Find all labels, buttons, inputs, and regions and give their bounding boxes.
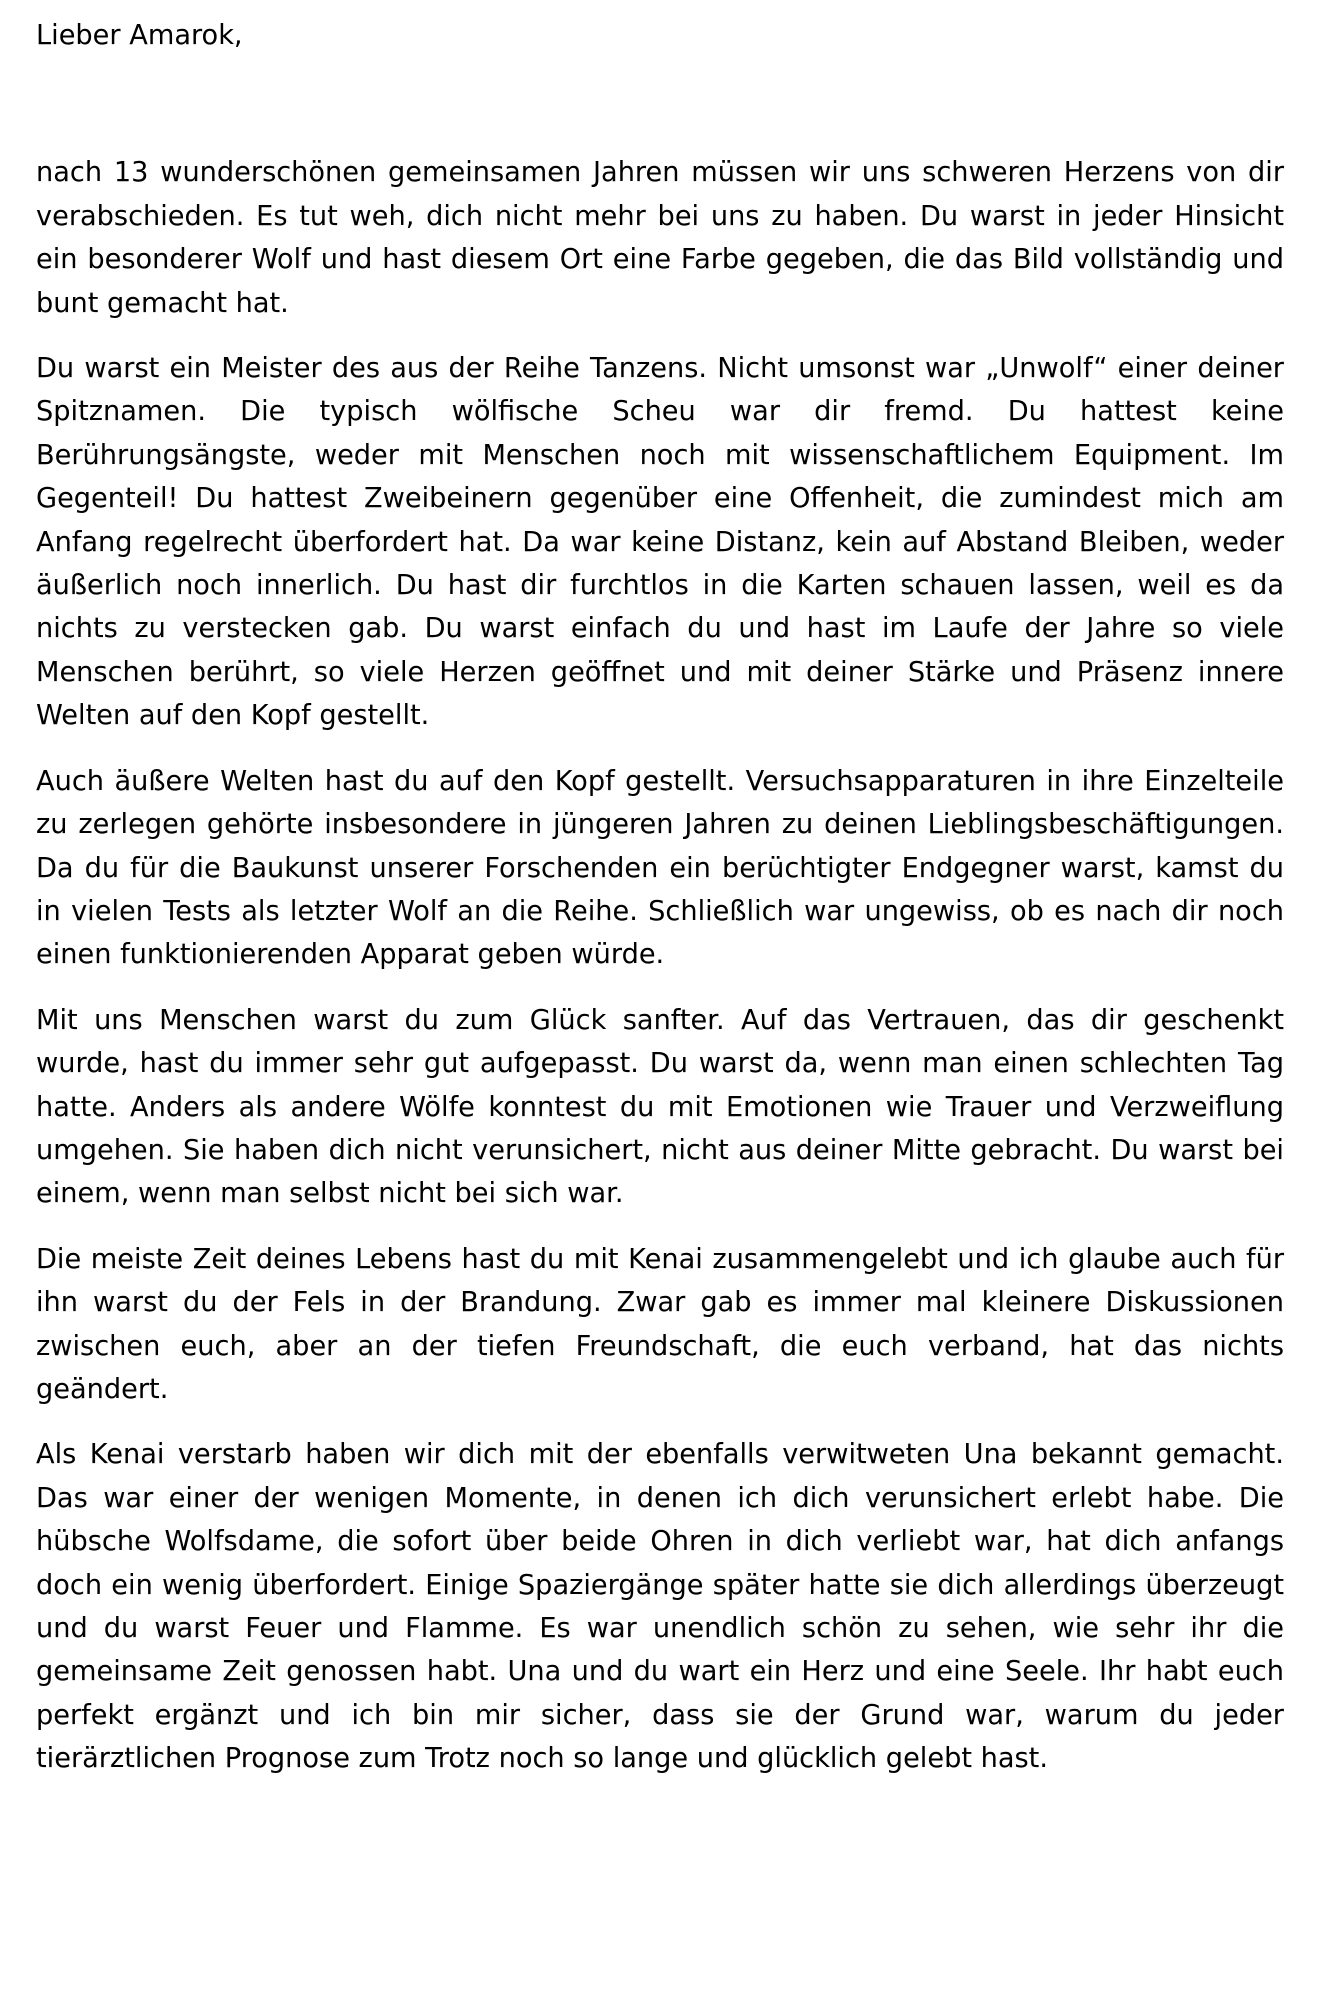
letter-paragraph-5: Die meiste Zeit deines Lebens hast du mit Kenai zusammengelebt und ich glaube auch für ihn warst du der Fels in der Brandung. Zwar gab es immer mal kleinere Diskussionen zwischen euch, aber an der tiefen Freundschaft, die euch verband, hat das nichts geändert. <box>36 1243 1284 1405</box>
letter-salutation: Lieber Amarok, <box>36 20 243 51</box>
letter-paragraph-2: Du warst ein Meister des aus der Reihe Tanzens. Nicht umsonst war „Unwolf“ einer deiner Spitznamen. Die typisch wölfische Scheu war dir fremd. Du hattest keine Berührungsängste, weder mit Menschen noch mit wissenschaftlichem Equipment. Im Gegenteil! Du hattest Zweibeinern gegenüber eine Offenheit, die zumindest mich am Anfang regelrecht überfordert hat. Da war keine Distanz, kein auf Abstand Bleiben, weder äußerlich noch innerlich. Du hast dir furchtlos in die Karten schauen lassen, weil es da nichts zu verstecken gab. Du warst einfach du und hast im Laufe der Jahre so viele Menschen berührt, so viele Herzen geöffnet und mit deiner Stärke und Präsenz innere Welten auf den Kopf gestellt. <box>36 353 1284 732</box>
letter-page <box>36 14 1284 1803</box>
letter-paragraph-6: Als Kenai verstarb haben wir dich mit der ebenfalls verwitweten Una bekannt gemacht. Das war einer der wenigen Momente, in denen ich dich verunsichert erlebt habe. Die hübsche Wolfsdame, die sofort über beide Ohren in dich verliebt war, hat dich anfangs doch ein wenig überfordert. Einige Spaziergänge später hatte sie dich allerdings überzeugt und du warst Feuer und Flamme. Es war unendlich schön zu sehen, wie sehr ihr die gemeinsame Zeit genossen habt. Una und du wart ein Herz und eine Seele. Ihr habt euch perfekt ergänzt und ich bin mir sicher, dass sie der Grund war, warum du jeder tierärztlichen Prognose zum Trotz noch so lange und glücklich gelebt hast. <box>36 1439 1284 1775</box>
letter-paragraph-4: Mit uns Menschen warst du zum Glück sanfter. Auf das Vertrauen, das dir geschenkt wurde, hast du immer sehr gut aufgepasst. Du warst da, wenn man einen schlechten Tag hatte. Anders als andere Wölfe konntest du mit Emotionen wie Trauer und Verzweiflung umgehen. Sie haben dich nicht verunsichert, nicht aus deiner Mitte gebracht. Du warst bei einem, wenn man selbst nicht bei sich war. <box>36 1004 1284 1210</box>
letter-paragraph-1: nach 13 wunderschönen gemeinsamen Jahren müssen wir uns schweren Herzens von dir verabschieden. Es tut weh, dich nicht mehr bei uns zu haben. Du warst in jeder Hinsicht ein besonderer Wolf und hast diesem Ort eine Farbe gegeben, die das Bild vollständig und bunt gemacht hat. <box>36 157 1284 319</box>
letter-paragraph-3: Auch äußere Welten hast du auf den Kopf gestellt. Versuchsapparaturen in ihre Einzelteile zu zerlegen gehörte insbesondere in jüngeren Jahren zu deinen Lieblingsbeschäftigungen. Da du für die Baukunst unserer Forschenden ein berüchtigter Endgegner warst, kamst du in vielen Tests als letzter Wolf an die Reihe. Schließlich war ungewiss, ob es nach dir noch einen funktionierenden Apparat geben würde. <box>36 765 1284 971</box>
